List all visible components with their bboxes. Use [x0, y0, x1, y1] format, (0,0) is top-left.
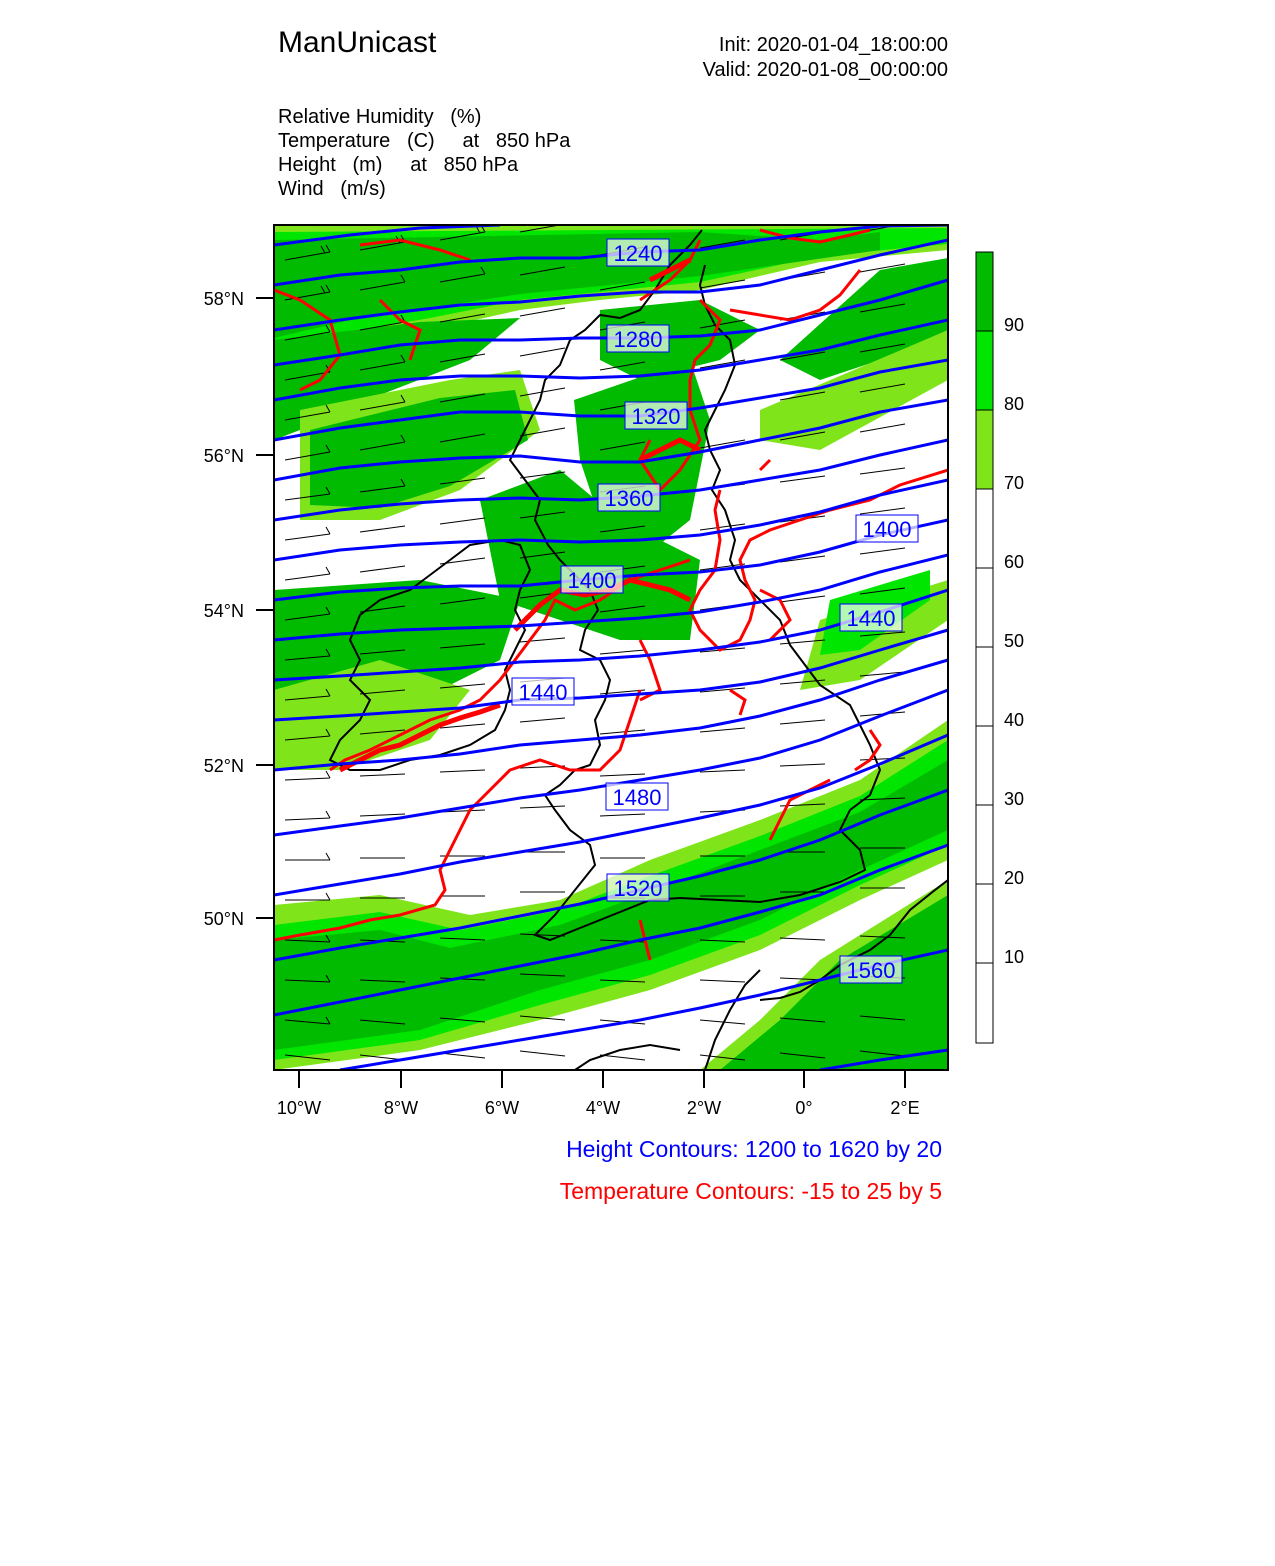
colorbar-label-40: 40 — [1004, 710, 1025, 730]
height-label-1360: 1360 — [604, 486, 654, 511]
lon-label-10w: 10°W — [276, 1098, 322, 1118]
latitude-axis — [204, 289, 274, 929]
lat-label-54n: 54°N — [203, 601, 244, 621]
colorbar-label-20: 20 — [1004, 868, 1025, 888]
longitude-axis — [277, 1070, 920, 1118]
lat-label-58n: 58°N — [203, 289, 244, 309]
field-label-temperature: Temperature (C) at 850 hPa — [278, 130, 571, 152]
height-label-1240: 1240 — [613, 241, 663, 266]
field-label-wind: Wind (m/s) — [278, 178, 386, 200]
height-label-1520: 1520 — [613, 876, 663, 901]
field-label-rh: Relative Humidity (%) — [278, 106, 482, 128]
height-label-1400-west: 1400 — [567, 568, 617, 593]
height-label-1560: 1560 — [846, 958, 896, 983]
lon-label-0: 0° — [795, 1098, 813, 1118]
lon-label-2w: 2°W — [686, 1098, 722, 1118]
height-label-1440-west: 1440 — [518, 680, 568, 705]
colorbar-label-60: 60 — [1004, 552, 1025, 572]
field-label-height: Height (m) at 850 hPa — [278, 154, 519, 176]
lon-label-4w: 4°W — [585, 1098, 621, 1118]
colorbar-label-90: 90 — [1004, 315, 1025, 335]
height-label-1440-east: 1440 — [846, 606, 896, 631]
colorbar-label-30: 30 — [1004, 789, 1025, 809]
rh-colorbar — [976, 252, 1024, 1043]
valid-time: Valid: 2020-01-08_00:00:00 — [702, 59, 948, 81]
model-title: ManUnicast — [278, 26, 437, 59]
init-time: Init: 2020-01-04_18:00:00 — [718, 34, 948, 56]
colorbar-label-50: 50 — [1004, 631, 1025, 651]
colorbar-label-80: 80 — [1004, 394, 1025, 414]
height-label-1480: 1480 — [612, 785, 662, 810]
colorbar-label-10: 10 — [1004, 947, 1025, 967]
height-label-1320: 1320 — [631, 404, 681, 429]
lat-label-52n: 52°N — [203, 756, 244, 776]
temperature-contour-caption: Temperature Contours: -15 to 25 by 5 — [559, 1178, 942, 1204]
colorbar-label-70: 70 — [1004, 473, 1025, 493]
lon-label-8w: 8°W — [383, 1098, 419, 1118]
lat-label-50n: 50°N — [203, 909, 244, 929]
lat-label-56n: 56°N — [203, 446, 244, 466]
lon-label-2e: 2°E — [890, 1098, 920, 1118]
height-label-1400-east: 1400 — [862, 517, 912, 542]
height-contour-caption: Height Contours: 1200 to 1620 by 20 — [566, 1136, 942, 1162]
height-label-1280: 1280 — [613, 327, 663, 352]
lon-label-6w: 6°W — [484, 1098, 520, 1118]
